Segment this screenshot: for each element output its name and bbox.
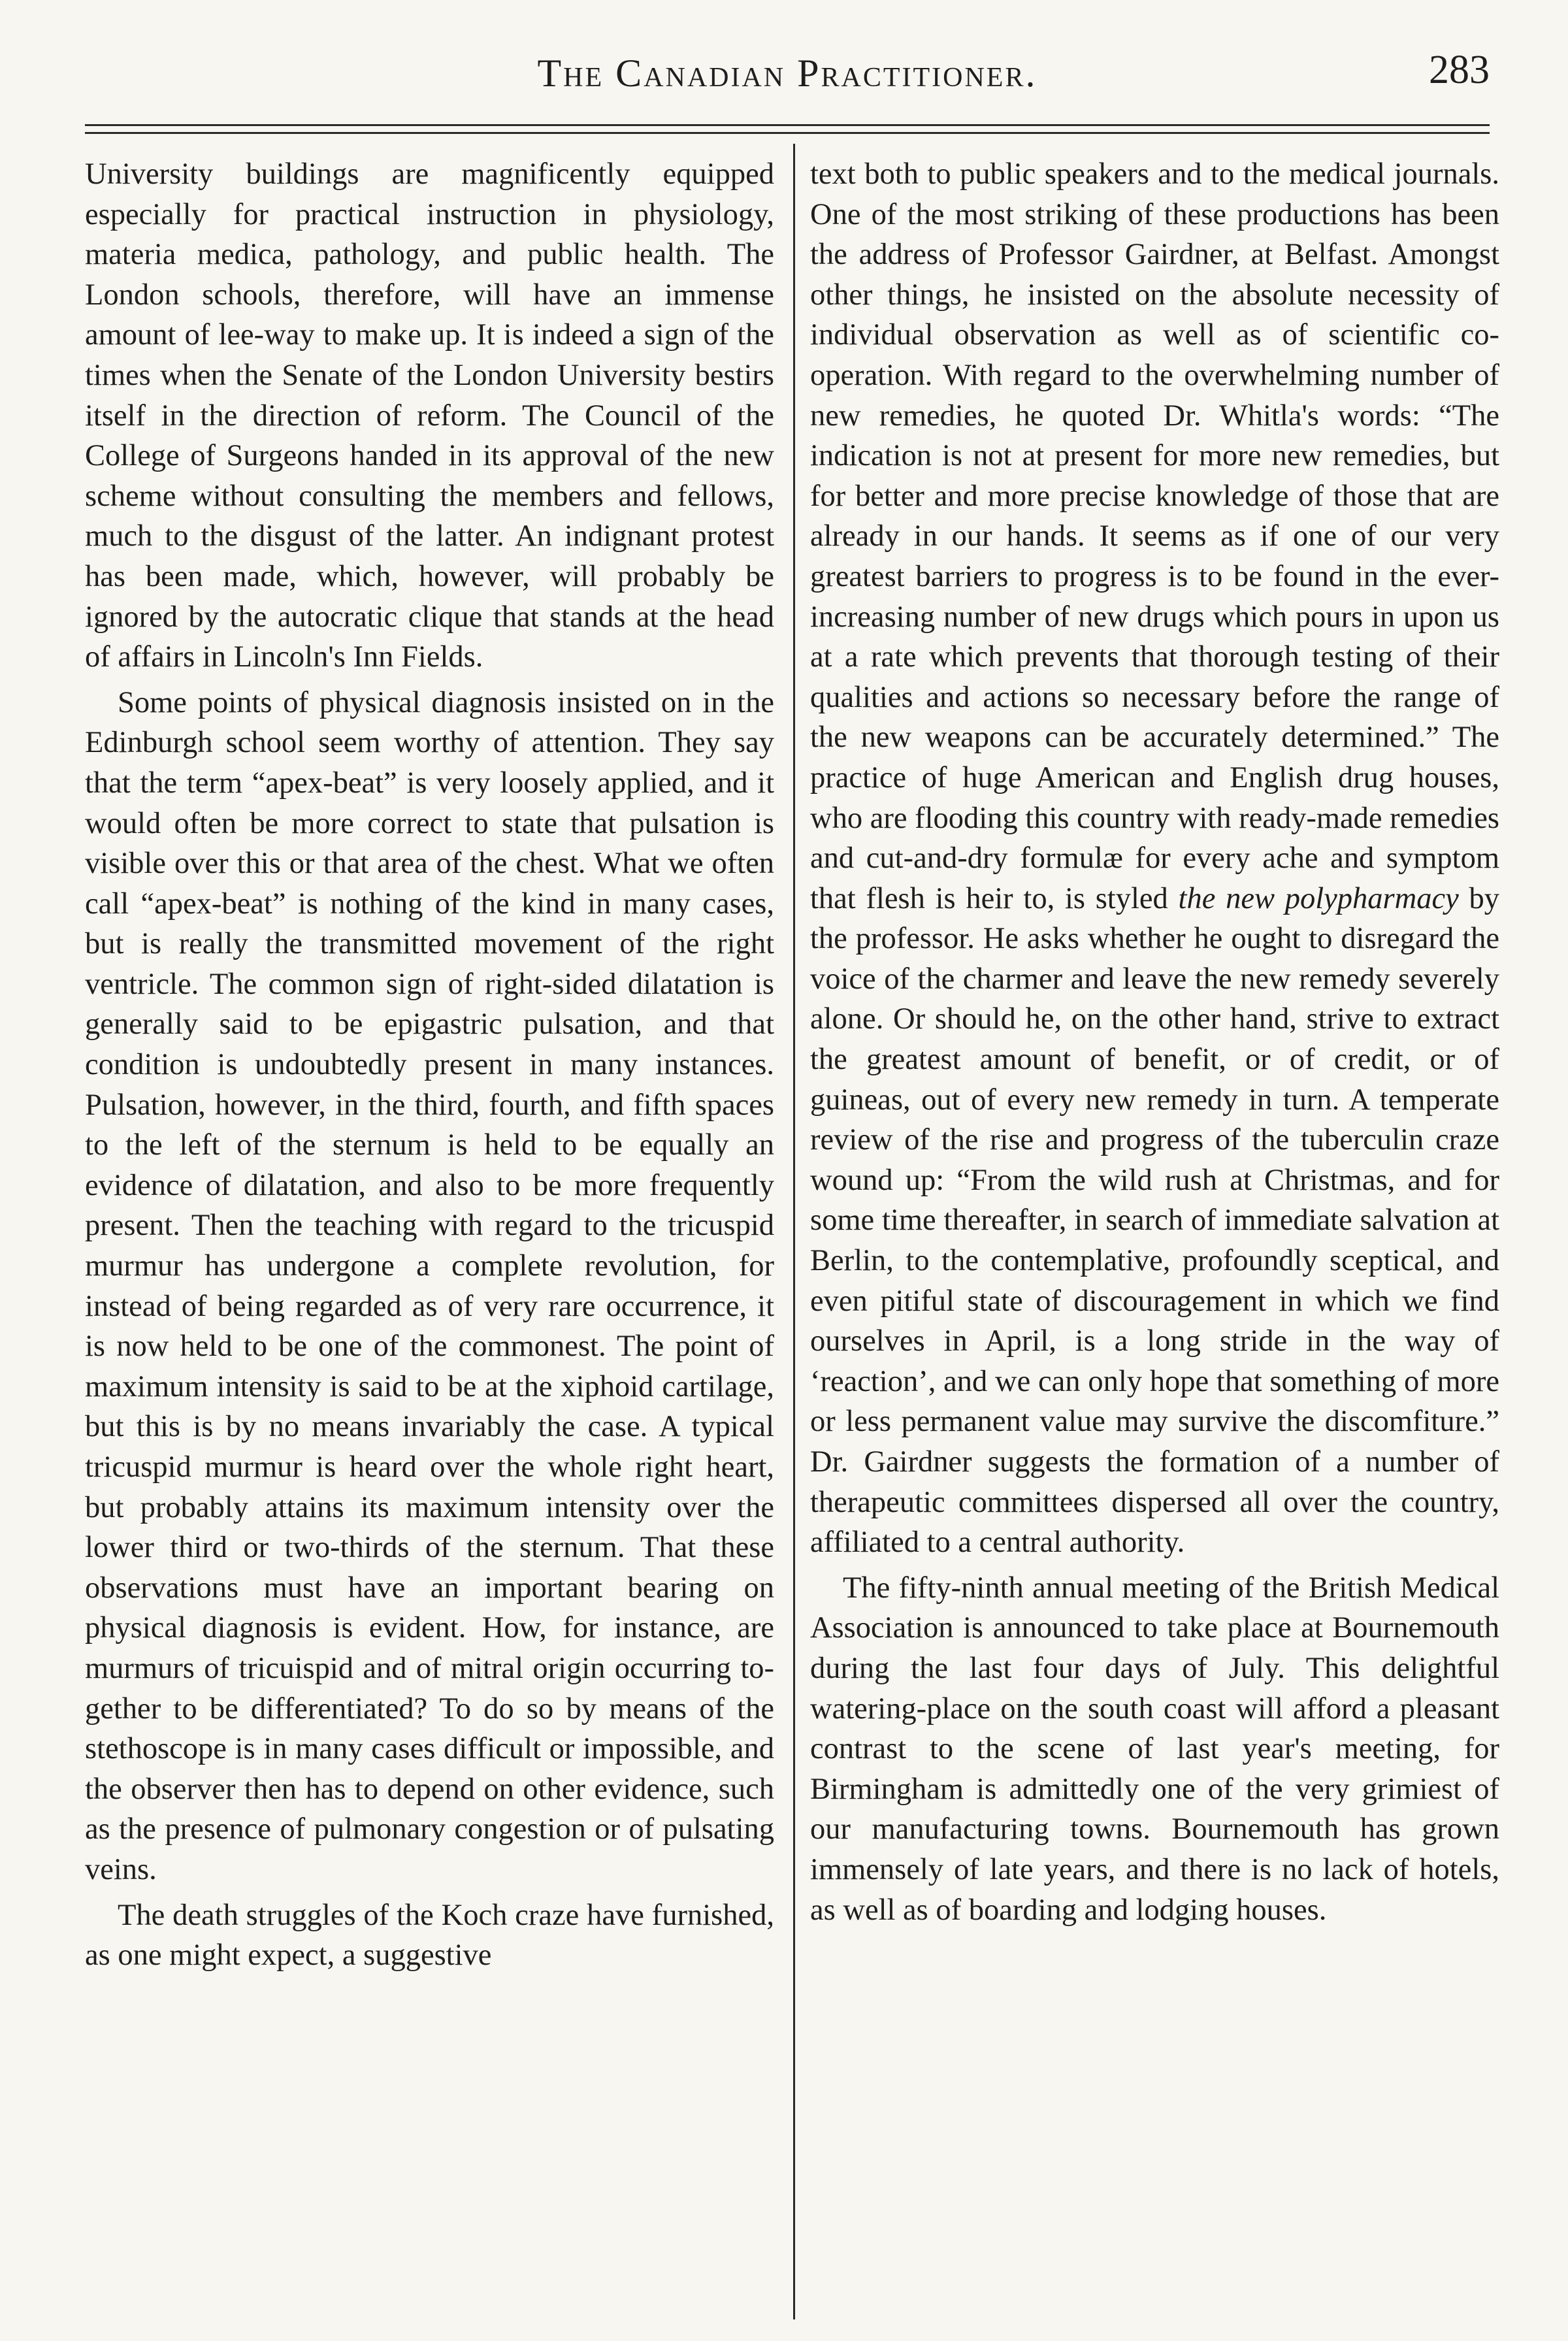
header-rule-upper bbox=[85, 124, 1490, 126]
right-paragraph-2: The fifty-ninth annual meeting of the British Medical Association is announced to take place at Bournemouth during the last four days of July. This delightful watering-place on the south coast will afford a pleasant contrast to the scene of last year's meeting, for Birmingham is admittedly one of the very grimiest of our manufacturing towns. Bournemouth has grown immensely of late years, and there is no lack of hotels, as well as of boarding and lodging houses. bbox=[810, 1571, 1499, 1927]
header-rule-lower bbox=[85, 132, 1490, 134]
running-header bbox=[85, 46, 1490, 111]
right-paragraph-1 bbox=[810, 154, 1499, 1563]
column-divider bbox=[793, 144, 795, 2319]
right-paragraph-1-part-a: text both to public speakers and to the medical journals. One of the most striking of these productions has been the address of Professor Gairdner, at Belfast. Amongst other things, he insisted on the absolute necessity of individual observation as well as of scientific co-operation. With regard to the overwhelming number of new remedies, he quoted Dr. Whitla's words: “The indication is not at present for more new remedies, but for better and more precise knowledge of those that are already in our hands. It seems as if one of our very greatest barriers to progress is to be found in the ever-increasing number of new drugs which pours in upon us at a rate which prevents that thorough testing of their qualities and actions so necessary before the range of the new weapons can be accurately determined.” The practice of huge American and English drug houses, who are flooding this country with ready-made remedies and cut-and-dry formulæ for every ache and symptom that flesh is heir to, is styled bbox=[810, 157, 1499, 915]
left-paragraph-2: Some points of physical diagnosis insisted on in the Edinburgh school seem worthy of attention. They say that the term “apex-beat” is very loosely applied, and it would often be more correct to state that pulsation is visible over this or that area of the chest. What we often call “apex-beat” is nothing of the kind in many cases, but is really the transmitted movement of the right ventricle. The common sign of right-sided dilatation is generally said to be epigastric pulsation, and that condition is undoubtedly present in many instances. Pulsation, however, in the third, fourth, and fifth spaces to the left of the sternum is held to be equally an evidence of dilatation, and also to be more frequently present. Then the teaching with regard to the tricuspid murmur has undergone a complete revolution, for instead of being regarded as of very rare occurrence, it is now held to be one of the commonest. The point of maximum intensity is said to be at the xiphoid cartilage, but this is by no means invariably the case. A typical tricuspid murmur is heard over the whole right heart, but probably attains its maximum intensity over the lower third or two-thirds of the sternum. That these observations must have an important bearing on physical diagnosis is evident. How, for instance, are murmurs of tricuispid and of mitral origin occurring together to be differentiated? To do so by means of the stethoscope is in many cases difficult or impossible, and the observer then has to depend on other evidence, such as the presence of pulmonary congestion or of pulsating veins. bbox=[85, 685, 774, 1886]
left-paragraph-1: University buildings are magnificently equipped especially for practical instruction in physiology, materia medica, pathology, and public health. The London schools, therefore, will have an immense amount of lee-way to make up. It is indeed a sign of the times when the Senate of the London University bestirs itself in the direction of reform. The Council of the College of Surgeons handed in its approval of the new scheme without consulting the members and fellows, much to the disgust of the latter. An indignant protest has been made, which, however, will probably be ignored by the autocratic clique that stands at the head of affairs in Lincoln's Inn Fields. bbox=[85, 157, 774, 674]
new-polypharmacy-italic: the new polypharmacy bbox=[1178, 881, 1459, 915]
right-column bbox=[810, 154, 1499, 2297]
page-number: 283 bbox=[1429, 48, 1490, 92]
left-column bbox=[85, 154, 774, 2297]
running-title: The Canadian Practitioner. bbox=[537, 52, 1037, 95]
right-paragraph-1-part-b: by the professor. He asks whether he ought to disregard the voice of the charmer and leave the new remedy severely alone. Or should he, on the other hand, strive to extract the greatest amount of benefit, or of credit, or of guineas, out of every new remedy in turn. A temperate review of the rise and progress of the tuberculin craze wound up: “From the wild rush at Christmas, and for some time thereafter, in search of immediate salvation at Berlin, to the contemplative, profoundly sceptical, and even pitiful state of discouragement in which we find ourselves in April, is a long stride in the way of ‘reaction’, and we can only hope that something of more or less permanent value may survive the discomfiture.” Dr. Gairdner suggests the formation of a number of therapeutic committees dispersed all over the country, affiliated to a central authority. bbox=[810, 881, 1499, 1560]
left-paragraph-3: The death struggles of the Koch craze have furnished, as one might expect, a suggestive bbox=[85, 1898, 774, 1973]
